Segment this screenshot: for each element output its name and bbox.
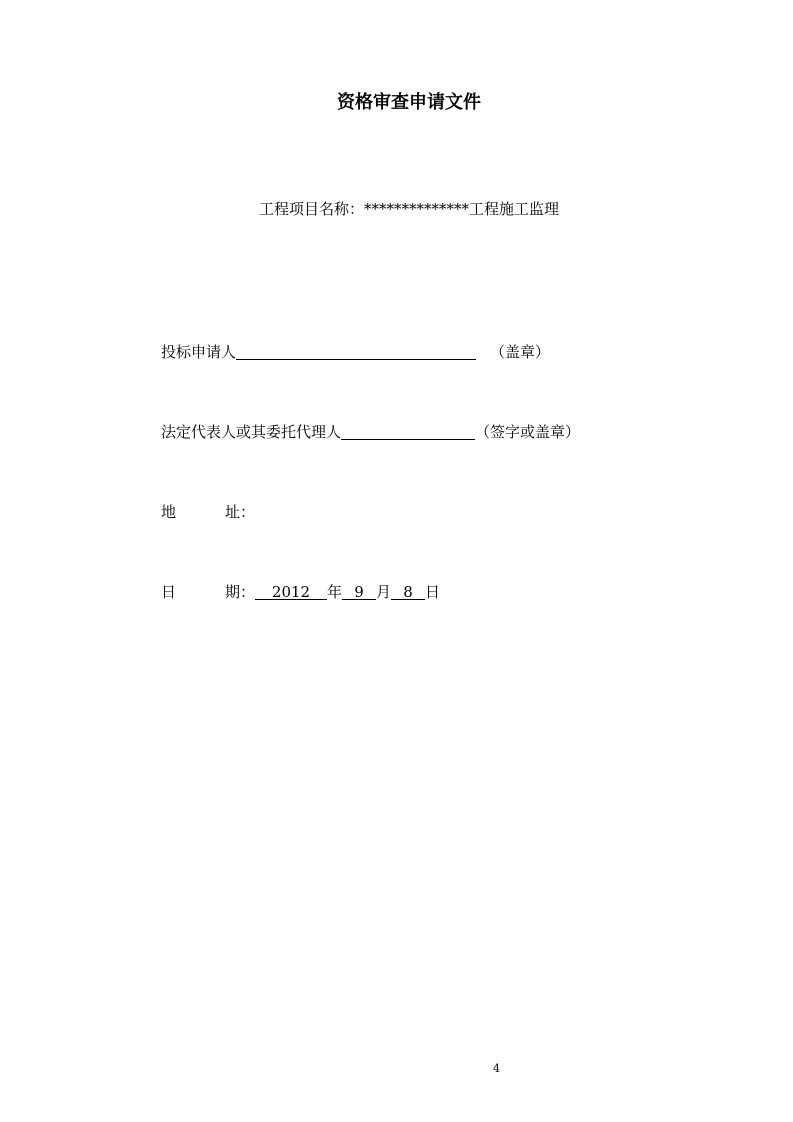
project-name-label: 工程项目名称：: [258, 200, 364, 218]
representative-label: 法定代表人或其委托代理人: [161, 423, 342, 441]
applicant-label: 投标申请人: [161, 343, 237, 361]
date-day-unit: 日: [425, 583, 441, 601]
date-year-value: 2012: [255, 582, 327, 600]
date-month-unit: 月: [376, 583, 392, 601]
representative-sign-note: （签字或盖章）: [475, 423, 581, 441]
representative-line: [161, 422, 580, 442]
date-label-char-1: 日: [161, 583, 177, 601]
date-line: [161, 582, 440, 602]
date-label-char-2: 期：: [225, 583, 256, 601]
address-label-char-2: 址：: [225, 503, 256, 521]
address-line: [161, 502, 255, 522]
date-year-unit: 年: [327, 583, 343, 601]
address-label-char-1: 地: [161, 503, 177, 521]
date-day-value: 8: [391, 582, 425, 600]
project-name-line: [0, 199, 793, 219]
project-name-value: **************工程施工监理: [364, 200, 560, 218]
date-month-value: 9: [342, 582, 376, 600]
representative-blank: [341, 422, 475, 440]
page-number: 4: [493, 1062, 500, 1075]
page-title: 资格审查申请文件: [337, 92, 481, 113]
applicant-seal-note: （盖章）: [490, 343, 551, 361]
applicant-line: [161, 342, 550, 362]
applicant-blank: [236, 342, 476, 360]
